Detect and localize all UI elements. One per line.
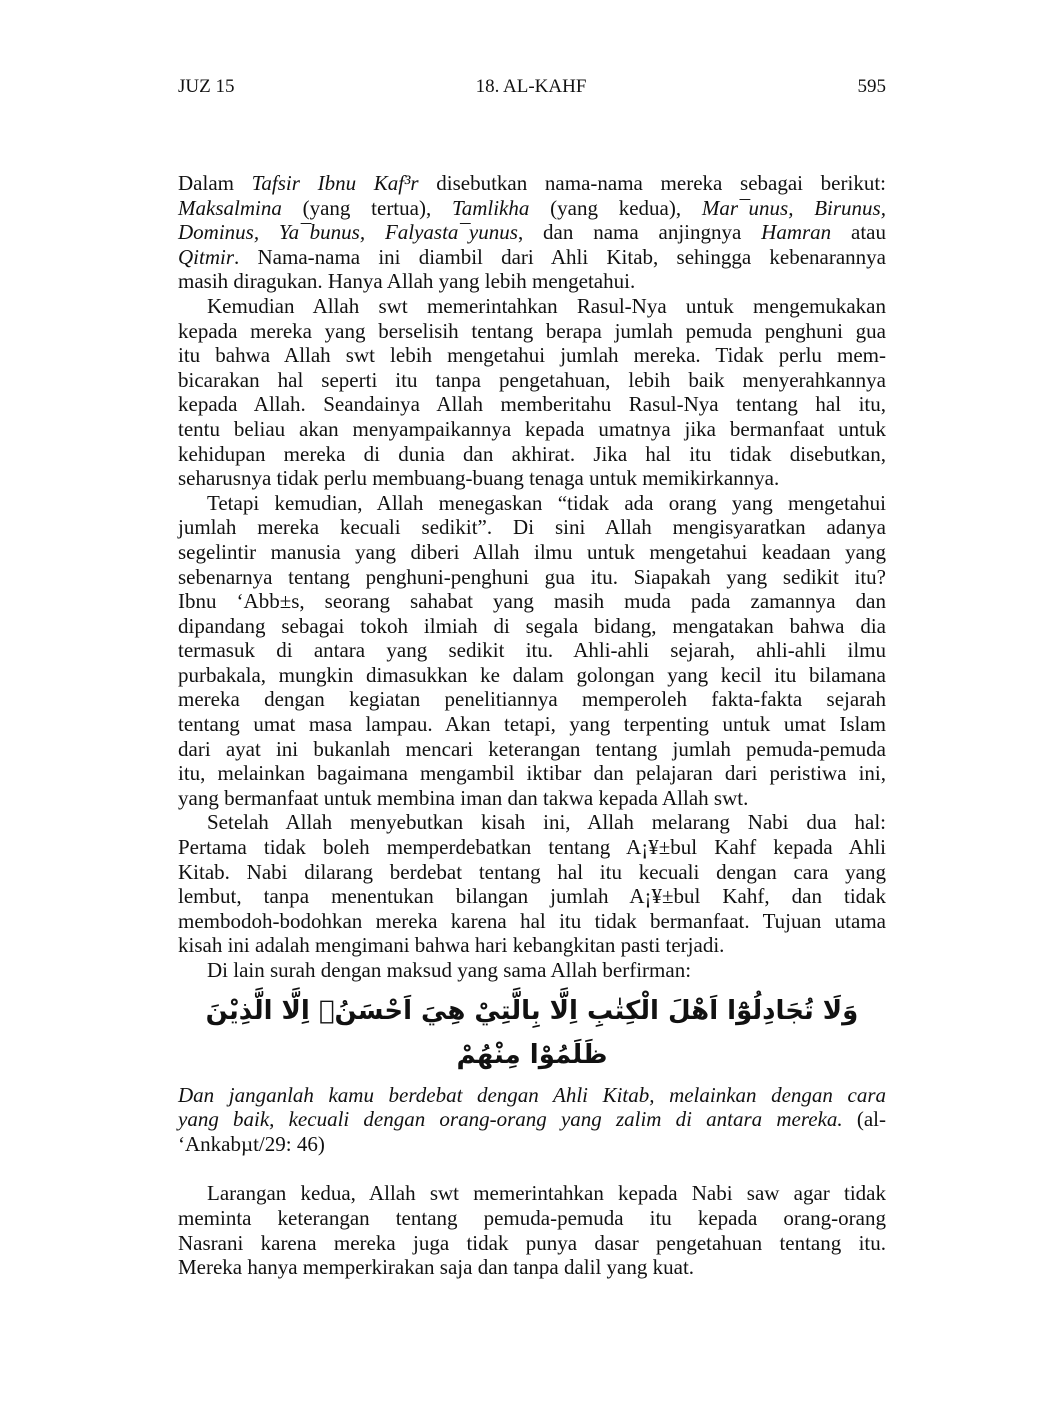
- text-run: yang bermanfaat untuk membina iman dan takwa kepada Allah swt.: [178, 785, 749, 810]
- text-line: [178, 540, 886, 565]
- text-line: [178, 663, 886, 688]
- text-run: mereka dengan kegiatan penelitiannya memperoleh fakta-fakta sejarah: [178, 687, 886, 712]
- text-line: [178, 269, 886, 294]
- text-line: [178, 220, 886, 245]
- text-run: . Nama-nama ini diambil dari Ahli Kitab, sehingga kebenarannya: [234, 244, 886, 269]
- paragraph: [178, 294, 886, 491]
- text-line: [178, 1181, 886, 1206]
- text-run: segelintir manusia yang diberi Allah ilmu untuk mengetahui keadaan yang: [178, 539, 886, 564]
- text-run: Dalam: [178, 171, 252, 195]
- paragraph: [178, 1181, 886, 1279]
- text-line: [178, 1206, 886, 1231]
- italic-text: Maksalmina: [178, 195, 282, 220]
- text-run: tentang umat masa lampau. Akan tetapi, yang terpenting untuk umat Islam: [178, 712, 886, 737]
- text-run: Nasrani karena mereka juga tidak punya dasar pengetahuan tentang itu.: [178, 1230, 886, 1255]
- text-run: tentu beliau akan menyampaikannya kepada umatnya jika bermanfaat untuk: [178, 416, 886, 441]
- text-run: itu, melainkan bagaimana mengambil iktibar dan pelajaran dari peristiwa ini,: [178, 761, 886, 786]
- paragraph: [178, 958, 886, 983]
- text-run: jumlah mereka kecuali sedikit”. Di sini Allah mengisyaratkan adanya: [178, 515, 886, 540]
- text-run: kepada Allah. Seandainya Allah memberitahu Rasul-Nya tentang hal itu,: [178, 392, 886, 417]
- text-line: [178, 171, 886, 196]
- text-run: kehidupan mereka di dunia dan akhirat. Jika hal itu tidak disebutkan,: [178, 441, 886, 466]
- text-line: [178, 294, 886, 319]
- italic-text: Mar¯unus, Birunus,: [701, 195, 886, 220]
- text-line: [178, 565, 886, 590]
- arabic-verse: وَلَا تُجَادِلُوْٓا اَهْلَ الْكِتٰبِ اِلَّا بِالَّتِيْ هِيَ اَحْسَنُۖ اِلَّا الَّذِيْنَ ظَلَمُوْا مِنْهُمْ: [205, 995, 859, 1070]
- text-run: seharusnya tidak perlu membuang-buang tenaga untuk memikirkannya.: [178, 466, 780, 491]
- text-run: (al-: [842, 1107, 886, 1132]
- text-line: [178, 687, 886, 712]
- text-line: [178, 466, 886, 491]
- text-line: [178, 417, 886, 442]
- text-line: [178, 442, 886, 467]
- text-line: [178, 491, 886, 516]
- text-run: Kemudian Allah swt memerintahkan Rasul-Nya untuk mengemukakan: [207, 293, 886, 318]
- text-run: ‘Ankabµt/29: 46): [178, 1131, 325, 1156]
- page-number: 595: [857, 76, 886, 97]
- text-line: [178, 392, 886, 417]
- text-line: [178, 515, 886, 540]
- text-run: Setelah Allah menyebutkan kisah ini, Allah melarang Nabi dua hal:: [207, 810, 886, 835]
- text-line: [178, 860, 886, 885]
- paragraph: [178, 1083, 886, 1157]
- text-line: [178, 712, 886, 737]
- text-run: kisah ini adalah mengimani bahwa hari kebangkitan pasti terjadi.: [178, 933, 725, 958]
- text-run: Tetapi kemudian, Allah menegaskan “tidak ada orang yang mengetahui: [207, 490, 886, 515]
- text-line: [178, 319, 886, 344]
- italic-text: Hamran: [761, 220, 832, 245]
- text-run: purbakala, mungkin dimasukkan ke dalam golongan yang kecil itu bilamana: [178, 662, 886, 687]
- text-line: [178, 638, 886, 663]
- text-run: Pertama tidak boleh memperdebatkan tentang A¡¥±bul Kahf kepada Ahli: [178, 835, 886, 860]
- running-header-surah: 18. AL-KAHF: [475, 76, 587, 97]
- text-run: dari ayat ini bukanlah mencari keterangan tentang jumlah pemuda-pemuda: [178, 736, 886, 761]
- paragraph-spacer: [178, 1156, 886, 1181]
- text-line: [178, 1231, 886, 1256]
- text-line: [178, 884, 886, 909]
- text-line: [178, 761, 886, 786]
- text-line: [178, 958, 886, 983]
- page-body: [178, 171, 886, 1280]
- text-run: sebenarnya tentang penghuni-penghuni gua itu. Siapakah yang sedikit itu?: [178, 564, 886, 589]
- text-line: [178, 810, 886, 835]
- text-run: Larangan kedua, Allah swt memerintahkan kepada Nabi saw agar tidak: [207, 1181, 886, 1206]
- italic-text: Qitmir: [178, 244, 235, 269]
- paragraph: [178, 810, 886, 958]
- text-run: Ibnu ‘Abb±s, seorang sahabat yang masih muda pada zamannya dan: [178, 589, 886, 614]
- italic-text: Dan janganlah kamu berdebat dengan Ahli Kitab, melainkan dengan cara: [178, 1082, 886, 1107]
- text-line: [178, 1255, 886, 1280]
- text-run: meminta keterangan tentang pemuda-pemuda itu kepada orang-orang: [178, 1205, 886, 1230]
- text-line: [178, 933, 886, 958]
- italic-text: yang baik, kecuali dengan orang-orang yang zalim di antara mereka.: [178, 1107, 843, 1132]
- text-line: [178, 1083, 886, 1108]
- text-line: [178, 1132, 886, 1157]
- text-run: bicarakan hal seperti itu tanpa pengetahuan, lebih baik menyerahkannya: [178, 367, 886, 392]
- text-line: [178, 589, 886, 614]
- text-run: , dan nama anjingnya: [517, 220, 762, 245]
- text-line: [178, 737, 886, 762]
- text-run: dipandang sebagai tokoh ilmiah di segala bidang, mengatakan bahwa dia: [178, 613, 886, 638]
- text-line: [178, 786, 886, 811]
- text-line: [178, 1107, 886, 1132]
- running-header-juz: JUZ 15: [178, 76, 235, 97]
- text-run: (yang kedua),: [529, 195, 702, 220]
- text-line: [178, 245, 886, 270]
- text-run: Di lain surah dengan maksud yang sama Allah berfirman:: [207, 958, 692, 982]
- text-run: disebutkan nama-nama mereka sebagai berikut:: [418, 171, 886, 195]
- italic-text: Tamlikha: [451, 195, 530, 220]
- text-run: atau: [831, 220, 887, 245]
- text-line: [178, 343, 886, 368]
- text-line: [178, 835, 886, 860]
- paragraph: [178, 491, 886, 811]
- text-run: masih diragukan. Hanya Allah yang lebih mengetahui.: [178, 269, 636, 294]
- text-line: [178, 368, 886, 393]
- text-run: lembut, tanpa menentukan bilangan jumlah A¡¥±bul Kahf, dan tidak: [178, 884, 886, 909]
- italic-text: Dominus, Ya¯bunus, Falyasta¯yunus: [178, 220, 518, 245]
- text-line: [178, 196, 886, 221]
- italic-text: Tafsir Ibnu Kaf³r: [251, 171, 419, 195]
- paragraph: [178, 171, 886, 294]
- text-run: kepada mereka yang berselisih tentang berapa jumlah pemuda penghuni gua: [178, 318, 886, 343]
- text-line: [178, 614, 886, 639]
- text-run: (yang tertua),: [281, 195, 452, 220]
- text-line: [178, 909, 886, 934]
- text-run: Kitab. Nabi dilarang berdebat tentang hal itu kecuali dengan cara yang: [178, 859, 886, 884]
- text-run: membodoh-bodohkan mereka karena hal itu tidak bermanfaat. Tujuan utama: [178, 908, 886, 933]
- text-run: itu bahwa Allah swt lebih mengetahui jumlah mereka. Tidak perlu mem-: [178, 343, 886, 368]
- text-run: Mereka hanya memperkirakan saja dan tanpa dalil yang kuat.: [178, 1255, 695, 1280]
- text-run: termasuk di antara yang sedikit itu. Ahli-ahli sejarah, ahli-ahli ilmu: [178, 638, 886, 663]
